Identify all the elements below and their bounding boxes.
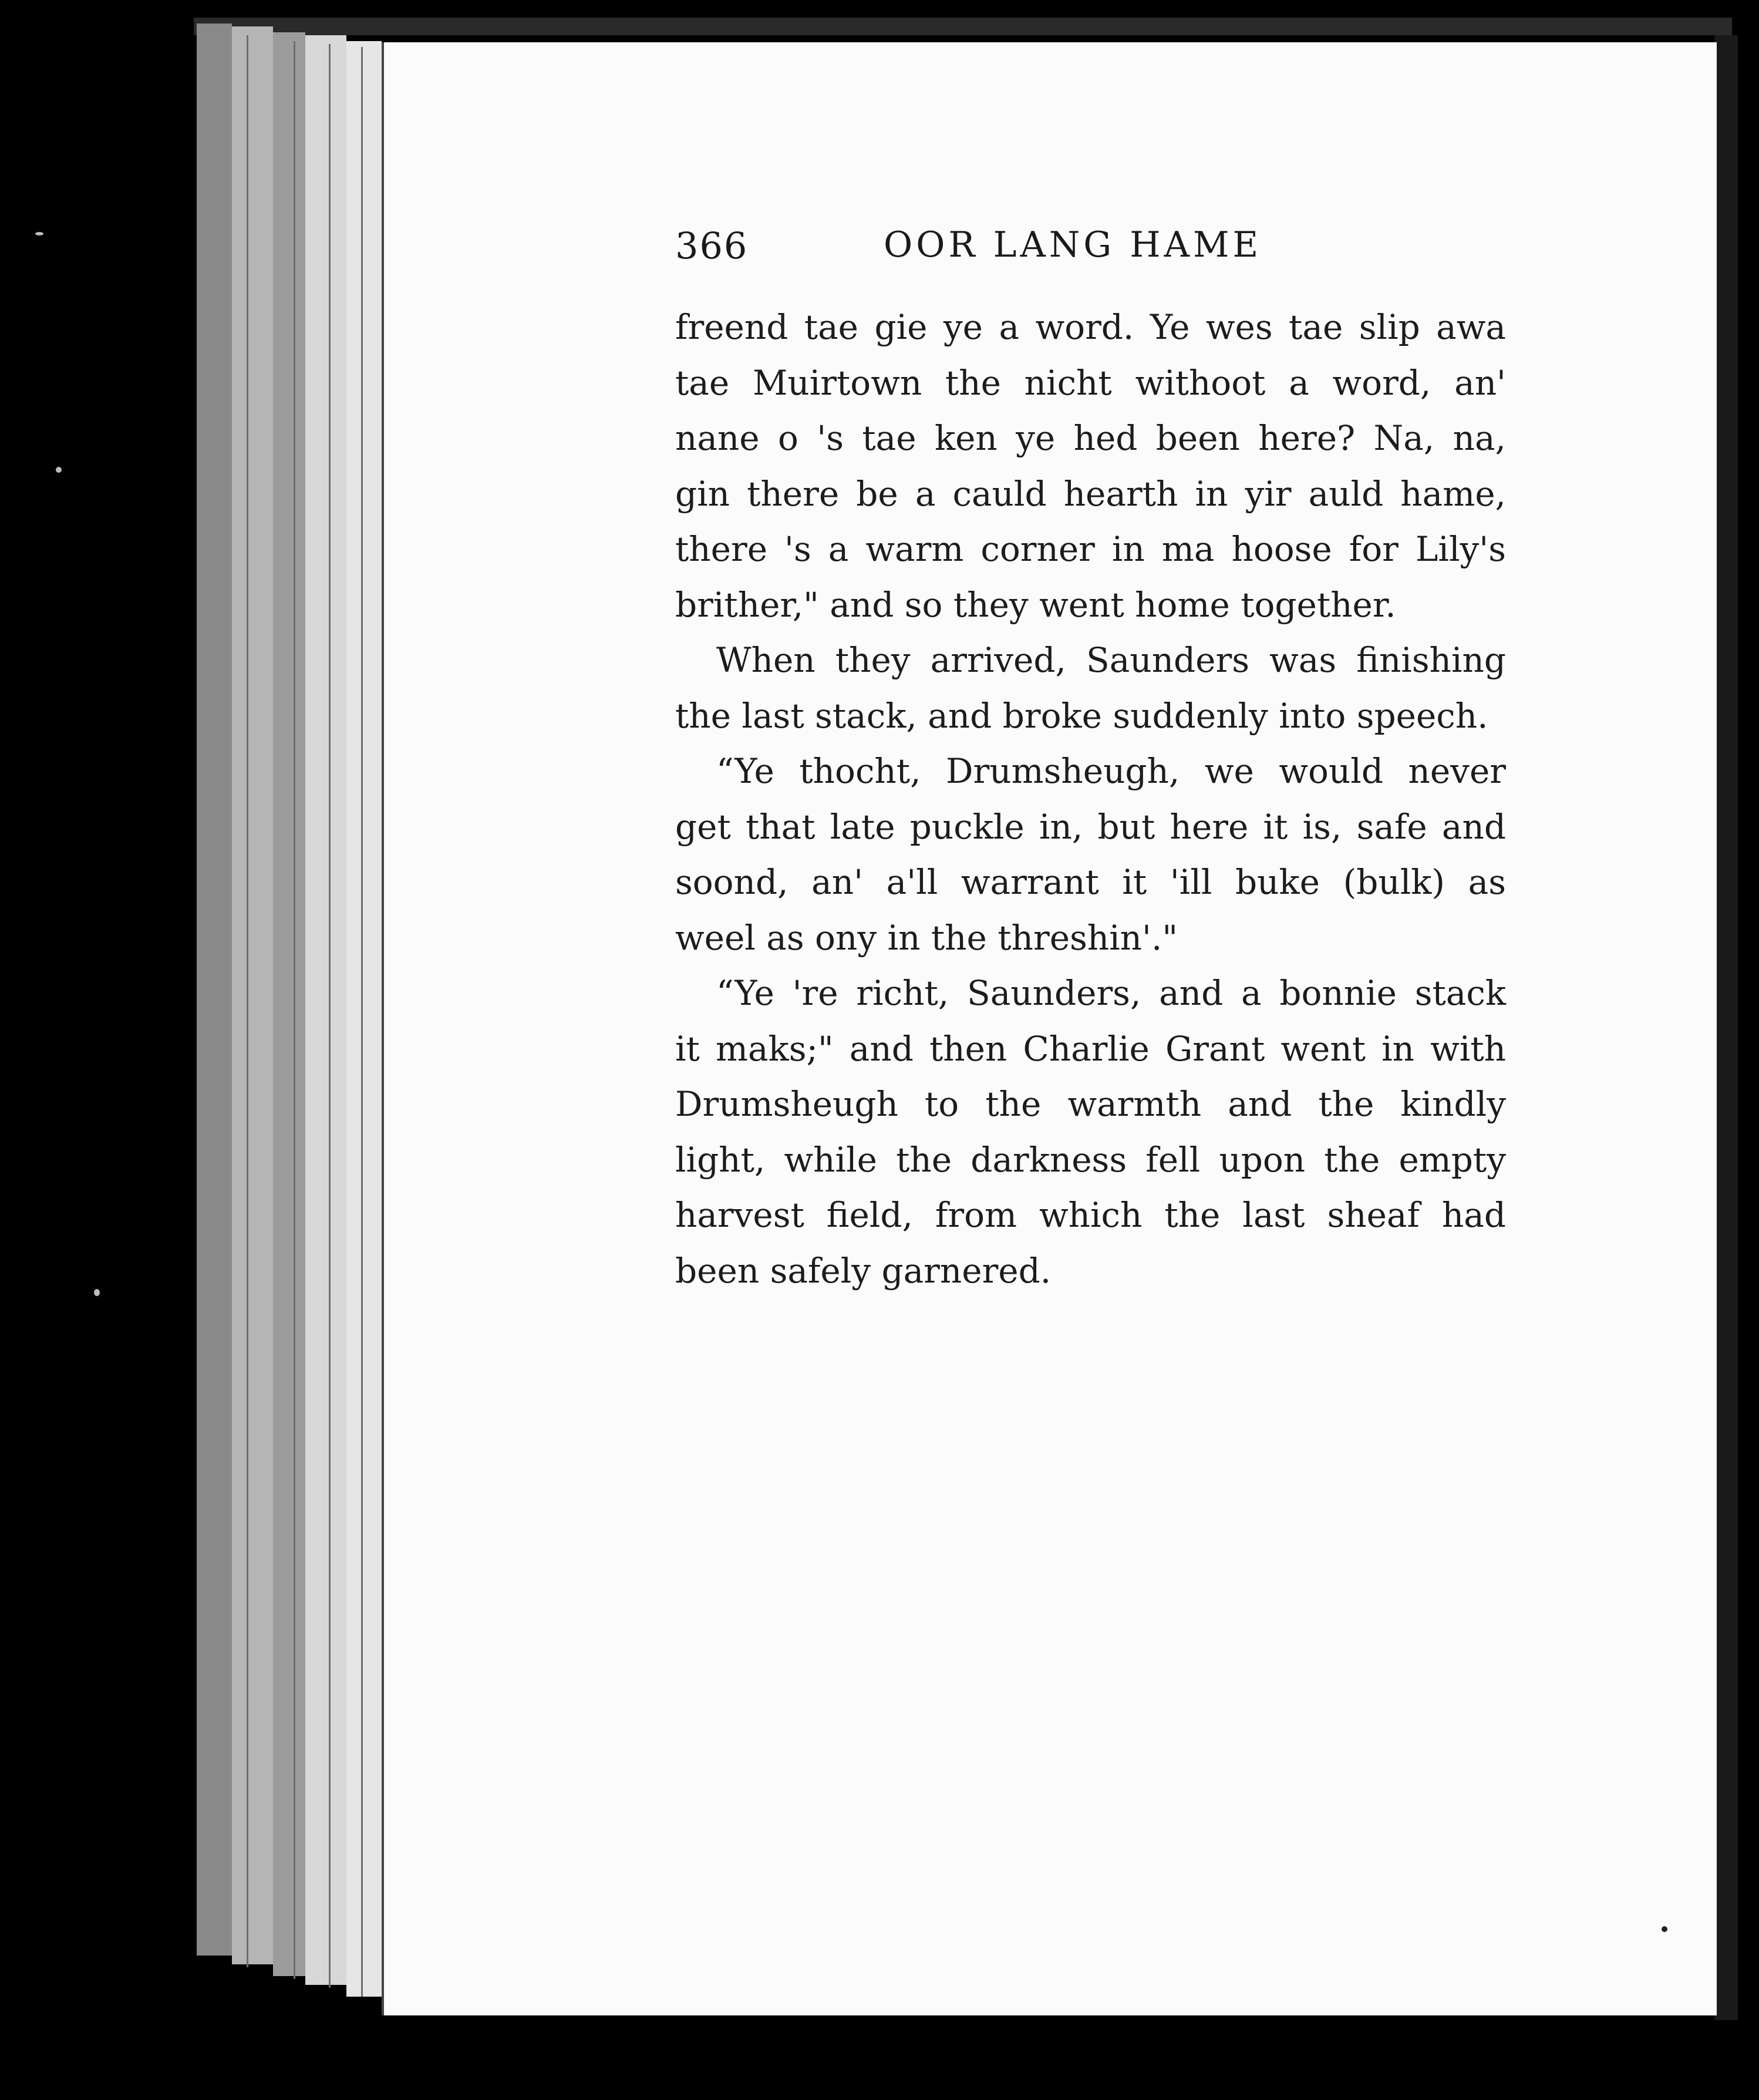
page-edge <box>273 32 305 1976</box>
book-right-edge <box>1714 35 1738 2020</box>
text-line: brither," and so they went home together. <box>675 584 1396 625</box>
text-line: “Ye 're richt, Saunders, and a bonnie stack <box>716 973 1506 1013</box>
scan-speck <box>1662 1926 1667 1932</box>
text-line: gin there be a cauld hearth in yir auld hame, <box>675 473 1506 514</box>
text-line: Drumsheugh to the warmth and the kindly <box>675 1084 1506 1124</box>
text-line: “Ye thocht, Drumsheugh, we would never <box>716 751 1506 791</box>
text-line: weel as ony in the threshin'." <box>675 917 1178 958</box>
page-edge <box>197 23 232 1956</box>
running-head <box>675 224 1262 277</box>
scan-speck <box>35 232 43 235</box>
text-line: When they arrived, Saunders was finishing <box>716 640 1506 680</box>
text-line: been safely garnered. <box>675 1250 1052 1291</box>
page-edge-line <box>329 44 331 1988</box>
text-line: get that late puckle in, but here it is, safe and <box>675 806 1506 847</box>
text-line: nane o 's tae ken ye hed been here? Na, na, <box>675 418 1506 458</box>
page-edge-line <box>361 47 363 1997</box>
page-number: 366 <box>675 224 749 267</box>
text-line: tae Muirtown the nicht withoot a word, an' <box>675 362 1506 403</box>
text-line: freend tae gie ye a word. Ye wes tae slip awa <box>675 307 1506 347</box>
page-edge-line <box>247 35 248 1967</box>
page-edge <box>305 35 346 1985</box>
running-title: OOR LANG HAME <box>884 224 1262 265</box>
text-line: soond, an' a'll warrant it 'ill buke (bulk) as <box>675 862 1506 902</box>
text-line: light, while the darkness fell upon the empty <box>675 1139 1506 1180</box>
page-edge-line <box>294 41 295 1979</box>
book-top-edge <box>194 18 1732 35</box>
text-line: it maks;" and then Charlie Grant went in with <box>675 1028 1506 1069</box>
body-text <box>675 299 1506 1298</box>
page-edge <box>232 26 273 1964</box>
page-edge <box>346 41 382 1997</box>
text-line: the last stack, and broke suddenly into speech. <box>675 695 1488 736</box>
text-line: there 's a warm corner in ma hoose for Lily's <box>675 529 1506 569</box>
scan-speck <box>56 467 62 473</box>
text-line: harvest field, from which the last sheaf had <box>675 1195 1506 1235</box>
scan-speck <box>94 1289 100 1296</box>
